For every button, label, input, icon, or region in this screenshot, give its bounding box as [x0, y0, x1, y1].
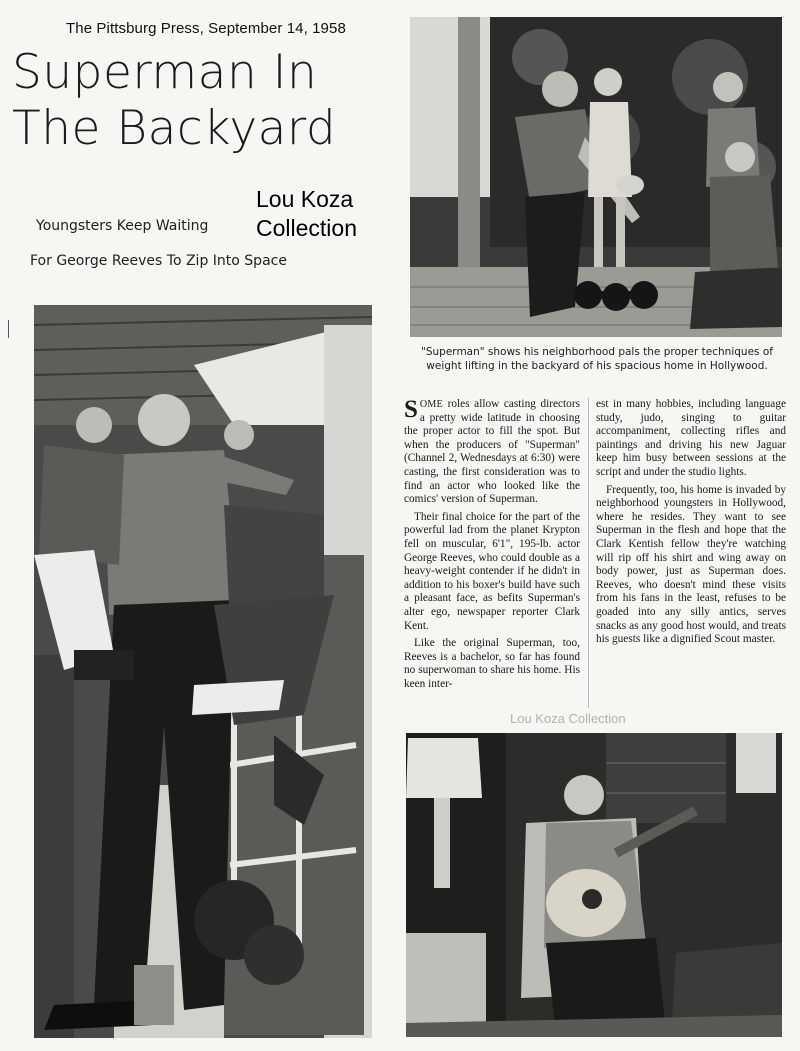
subheadline-line-1: Youngsters Keep Waiting: [36, 218, 209, 234]
photo-weightlifting: [410, 17, 782, 337]
article-paragraph-1: [404, 398, 580, 507]
masthead: The Pittsburg Press, September 14, 1958: [66, 20, 346, 37]
paragraph-1-text: roles allow casting directors a pretty wide latitude in choosing the proper actor to fill the spot. But when the producers of "Superman" (Channel 2, Wednesdays at 6:30) were casting, the first consideration was to find an actor who looked like the comics' version of Superman.: [404, 398, 580, 506]
column-divider: [588, 398, 589, 708]
headline: [12, 45, 392, 157]
subheadline-line-2: For George Reeves To Zip Into Space: [30, 253, 287, 269]
article-paragraph-4: est in many hobbies, including language study, judo, singing to guitar accompaniment, collecting rifles and paintings and driving his new Jaguar keep him busy between sessions at the script and under the studio lights.: [596, 398, 786, 478]
collection-line-2: Collection: [256, 215, 357, 241]
photo-reeves-with-kids: [34, 305, 372, 1038]
margin-mark: [8, 320, 9, 338]
article-paragraph-5: Frequently, too, his home is invaded by neighborhood youngsters in Hollywood, where he resides. They want to see Superman in the flesh and hope that the Clark Kentish fellow they're watching will rip off his shirt and wing away on body power, just as Superman does. Reeves, who doesn't mind these visits from his fans in the least, refuses to be goaded into any silly antics, serves snacks as any good host would, and treats his guests like a dignified Scout master.: [596, 483, 786, 646]
drop-cap: S: [404, 396, 418, 423]
photo-reeves-guitar: [406, 733, 782, 1037]
watermark: Lou Koza Collection: [510, 711, 626, 726]
lead-caps: OME: [419, 399, 444, 410]
article-paragraph-2: Their final choice for the part of the powerful lad from the planet Krypton fell on muscular, 6'1", 195-lb. actor George Reeves, who could double as a heavy-weight contender if he didn't in addition to his boxer's build have such a pleasant face, as befits Superman's alter ego, newspaper reporter Clark Kent.: [404, 510, 580, 632]
article-column-2: [596, 398, 786, 651]
photo-caption: "Superman" shows his neighborhood pals the proper techniques of weight lifting in the backyard of his spacious home in Hollywood.: [421, 346, 773, 372]
headline-line-2: The Backyard: [12, 101, 337, 156]
article-column-1: [404, 398, 580, 695]
headline-line-1: Superman In: [12, 45, 318, 100]
collection-line-1: Lou Koza: [256, 186, 354, 212]
article-paragraph-3: Like the original Superman, too, Reeves is a bachelor, so far has found no superwoman to share his home. His keen inter-: [404, 637, 580, 690]
collection-credit: [256, 185, 357, 243]
